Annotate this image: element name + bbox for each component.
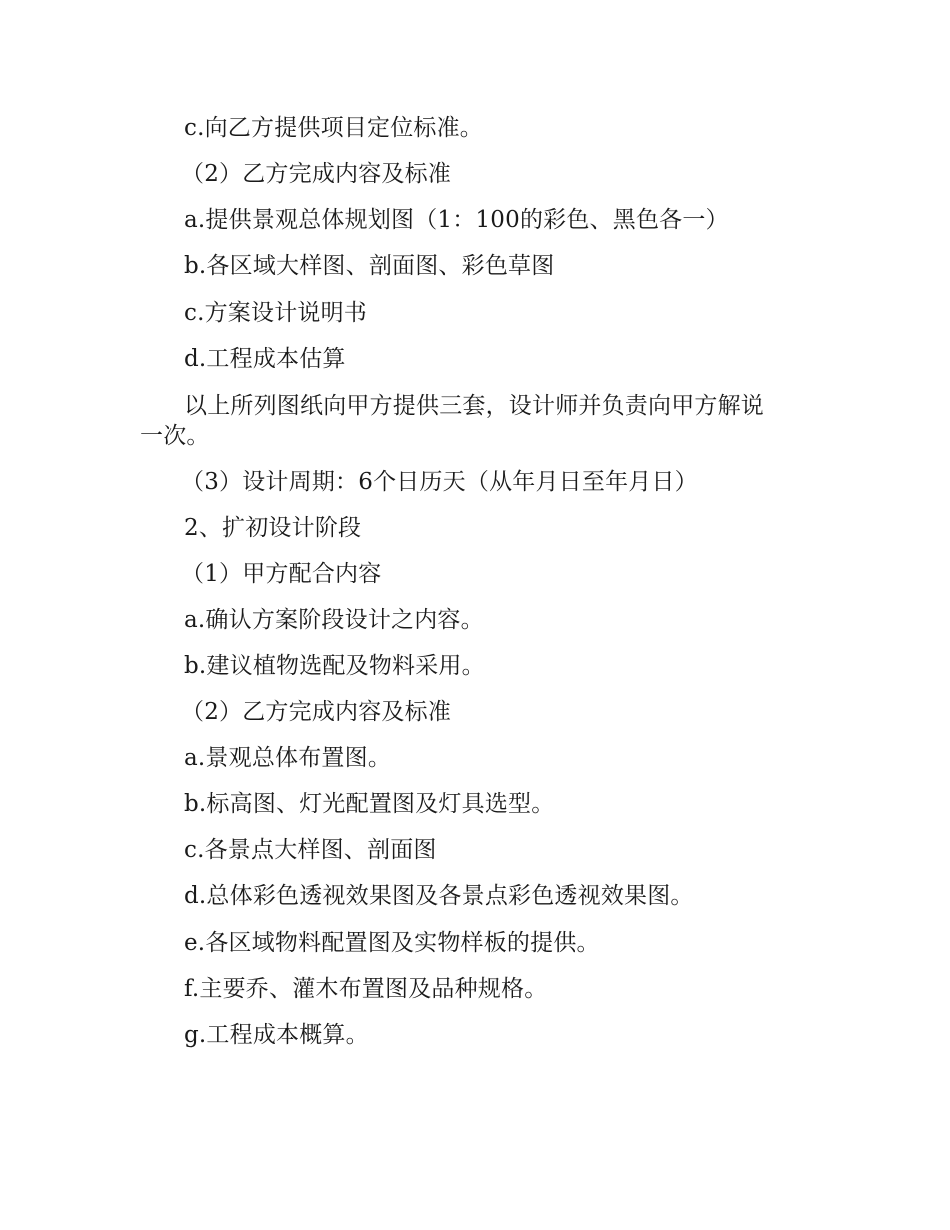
text-line: c.向乙方提供项目定位标准。 — [184, 115, 483, 141]
paragraph-line: 以上所列图纸向甲方提供三套，设计师并负责向甲方解说 — [184, 393, 764, 419]
text-line: d.工程成本估算 — [184, 346, 346, 372]
text-line: a.确认方案阶段设计之内容。 — [184, 607, 484, 633]
section-heading: （1）甲方配合内容 — [181, 561, 382, 587]
text-line: a.景观总体布置图。 — [184, 745, 392, 771]
section-heading: （3）设计周期：6个日历天（从年月日至年月日） — [181, 469, 698, 495]
text-line: a.提供景观总体规划图（1：100的彩色、黑色各一） — [184, 207, 729, 233]
section-heading: （2）乙方完成内容及标准 — [181, 699, 452, 725]
text-line: b.标高图、灯光配置图及灯具选型。 — [184, 791, 555, 817]
text-line: c.方案设计说明书 — [184, 300, 367, 326]
section-heading: （2）乙方完成内容及标准 — [181, 161, 452, 187]
paragraph-line-continued: 一次。 — [140, 423, 210, 449]
text-line: b.各区域大样图、剖面图、彩色草图 — [184, 253, 555, 279]
text-line: g.工程成本概算。 — [184, 1022, 369, 1048]
text-line: f.主要乔、灌木布置图及品种规格。 — [184, 976, 548, 1002]
text-line: b.建议植物选配及物料采用。 — [184, 653, 485, 679]
text-line: e.各区域物料配置图及实物样板的提供。 — [184, 930, 600, 956]
stage-heading: 2、扩初设计阶段 — [184, 515, 362, 541]
text-line: d.总体彩色透视效果图及各景点彩色透视效果图。 — [184, 883, 694, 909]
text-line: c.各景点大样图、剖面图 — [184, 837, 437, 863]
